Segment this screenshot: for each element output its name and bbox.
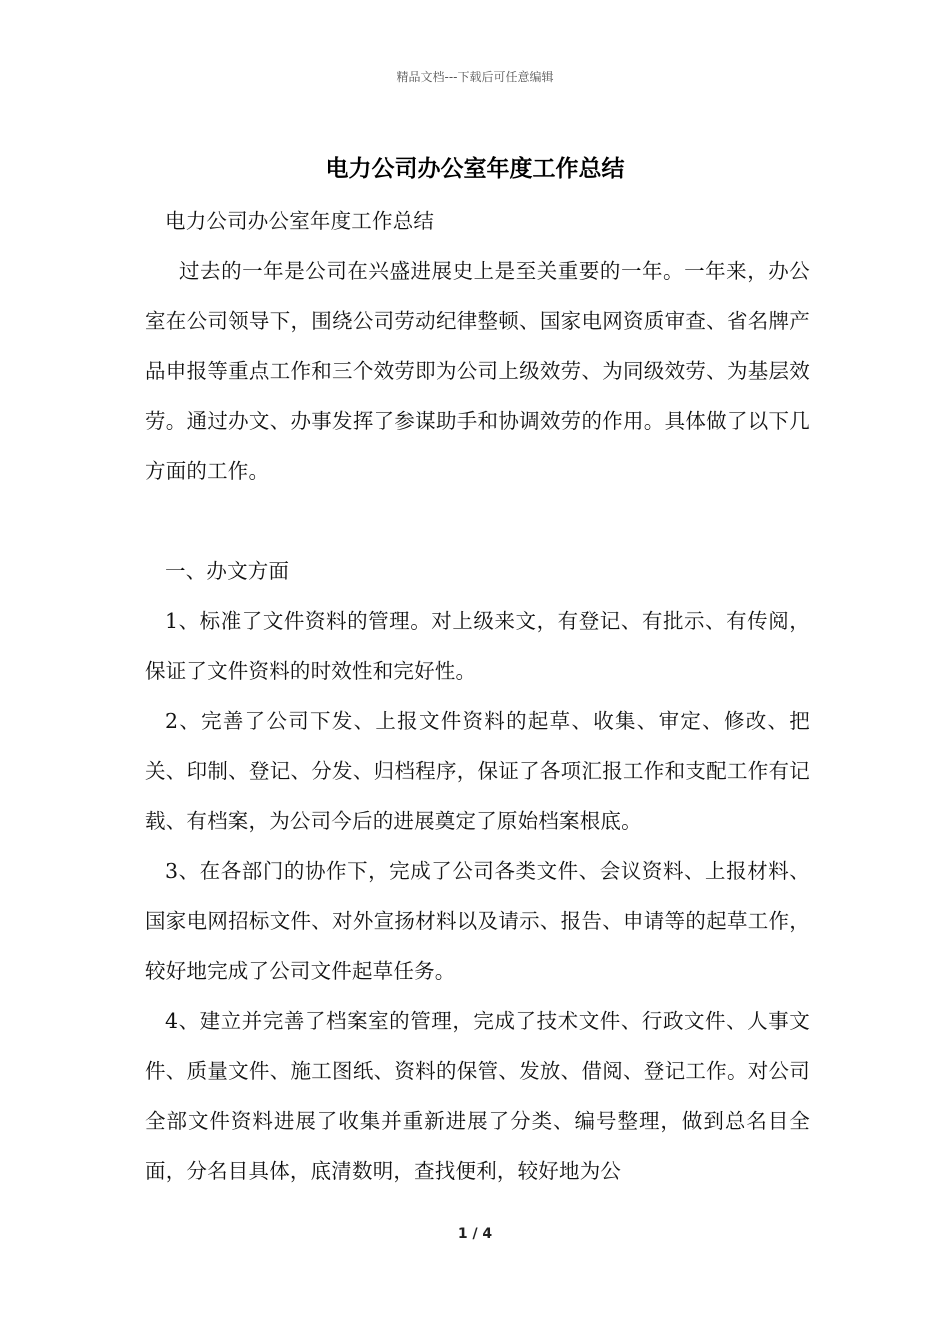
document-subtitle: 电力公司办公室年度工作总结 [165, 209, 435, 233]
section-heading: 一、办文方面 [165, 559, 290, 583]
page-number: 1 / 4 [457, 1226, 493, 1242]
page-header: 精品文档---下载后可任意编辑 [396, 70, 554, 84]
list-item: 1、标准了文件资料的管理。对上级来文，有登记、有批示、有传阅，保证了文件资料的时效性和完好性。 [145, 609, 810, 683]
document-title: 电力公司办公室年度工作总结 [325, 156, 625, 182]
intro-paragraph: 过去的一年是公司在兴盛进展史上是至关重要的一年。一年来，办公室在公司领导下，围绕公司劳动纪律整顿、国家电网资质审查、省名牌产品申报等重点工作和三个效劳即为公司上级效劳、为同级效劳、为基层效劳。通过办文、办事发挥了参谋助手和协调效劳的作用。具体做了以下几方面的工作。 [145, 259, 810, 483]
list-item: 4、建立并完善了档案室的管理，完成了技术文件、行政文件、人事文件、质量文件、施工图纸、资料的保管、发放、借阅、登记工作。对公司全部文件资料进展了收集并重新进展了分类、编号整理，做到总名目全面，分名目具体，底清数明，查找便利，较好地为公 [145, 1009, 810, 1183]
document-body [145, 196, 810, 1196]
list-item: 3、在各部门的协作下，完成了公司各类文件、会议资料、上报材料、国家电网招标文件、对外宣扬材料以及请示、报告、申请等的起草工作，较好地完成了公司文件起草任务。 [145, 859, 810, 983]
list-item: 2、完善了公司下发、上报文件资料的起草、收集、审定、修改、把关、印制、登记、分发、归档程序，保证了各项汇报工作和支配工作有记载、有档案，为公司今后的进展奠定了原始档案根底。 [145, 709, 810, 833]
